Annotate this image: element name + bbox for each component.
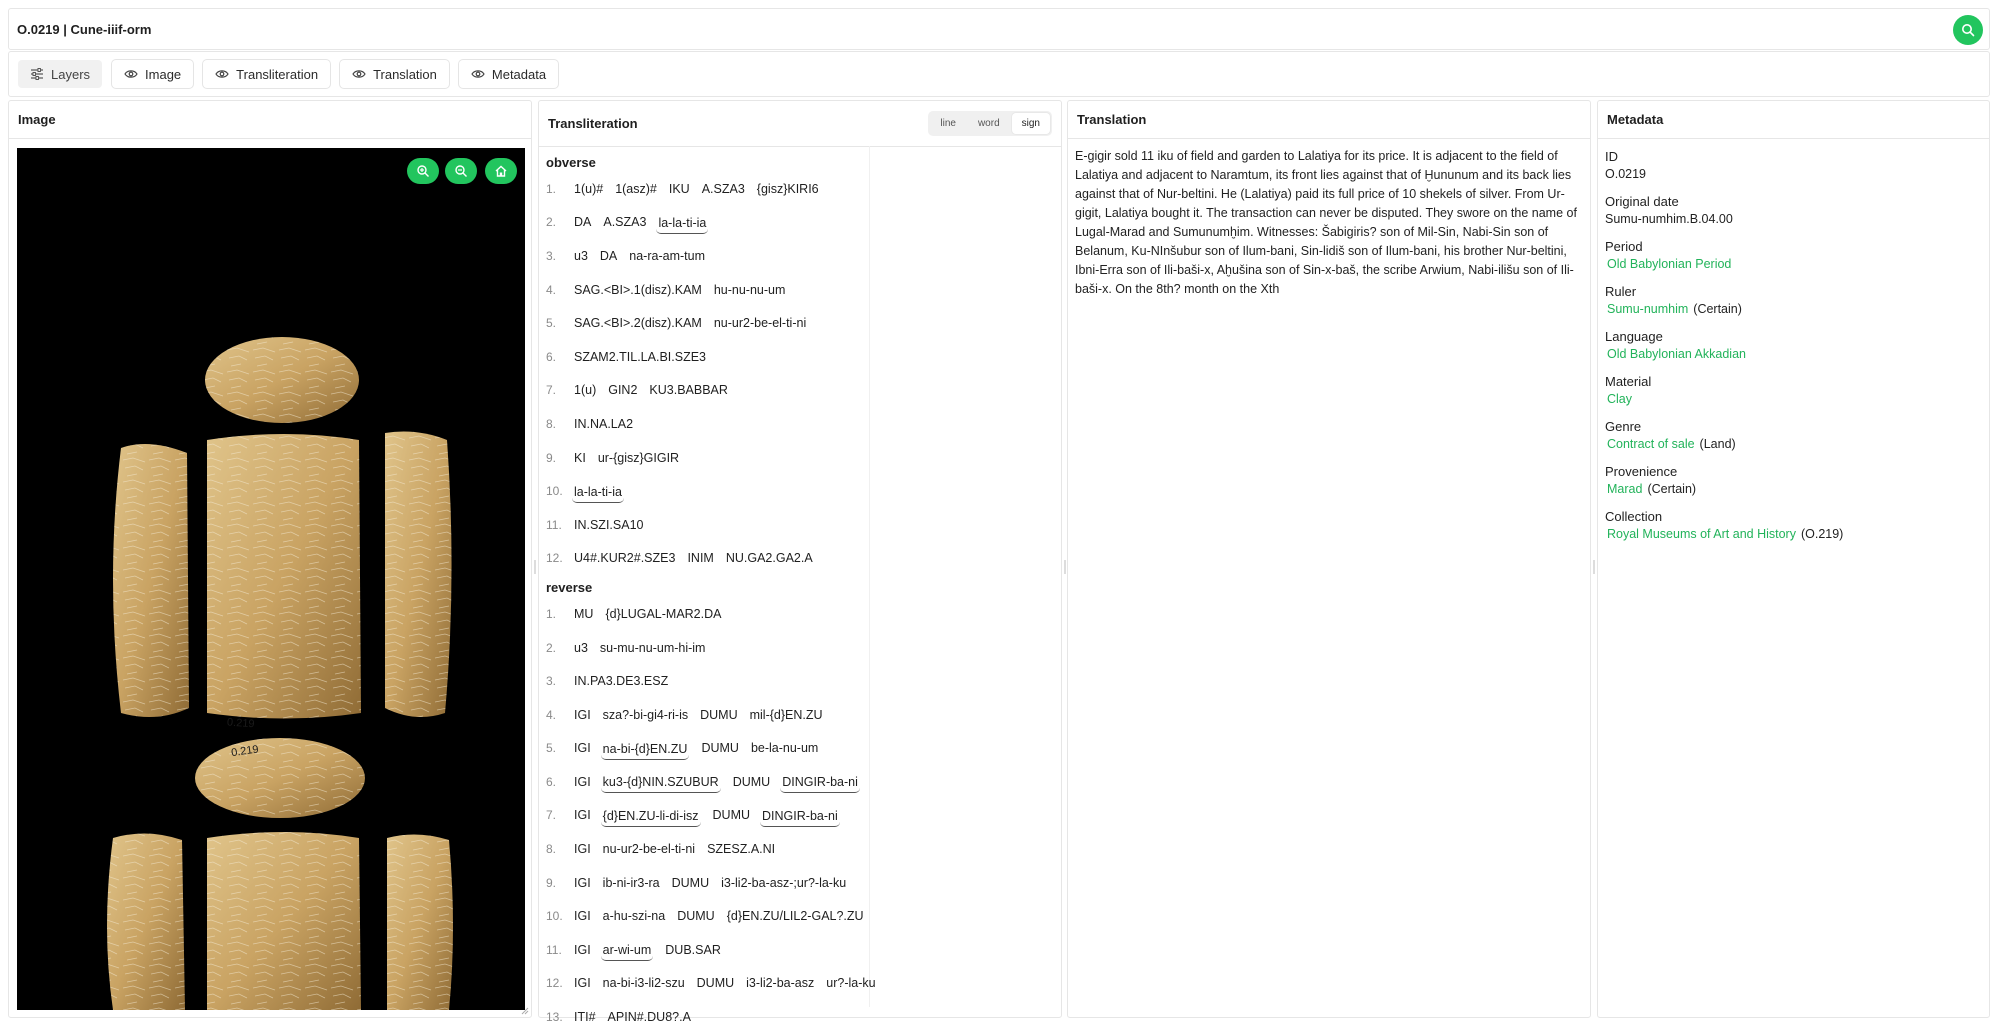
eye-icon xyxy=(215,69,229,79)
sign-token[interactable]: ku3-{d}NIN.SZUBUR xyxy=(601,775,721,793)
line-number: 13. xyxy=(546,1010,563,1025)
metadata-value-text: O.0219 xyxy=(1605,167,1647,181)
metadata-qualifier: (Certain) xyxy=(1693,302,1742,316)
transliteration-line xyxy=(546,441,1061,475)
sign-token[interactable]: 1(asz)# xyxy=(615,181,657,196)
line-number: 10. xyxy=(546,909,563,924)
mode-sign-button[interactable]: sign xyxy=(1012,113,1050,134)
metadata-link[interactable]: Clay xyxy=(1607,392,1633,406)
metadata-link[interactable]: Old Babylonian Period xyxy=(1607,257,1732,271)
zoom-out-icon xyxy=(454,164,468,178)
layers-button-label: Layers xyxy=(51,66,91,82)
metadata-link[interactable]: Royal Museums of Art and History xyxy=(1607,527,1796,541)
transliteration-line xyxy=(546,765,1061,799)
sign-token[interactable]: IGI xyxy=(574,707,591,722)
sign-token[interactable]: IGI xyxy=(574,976,591,991)
sign-token[interactable]: IGI xyxy=(574,909,591,924)
metadata-value-text: Sumu-numhim.B.04.00 xyxy=(1605,212,1733,226)
metadata-label: Language xyxy=(1605,329,1663,344)
toggle-image-button[interactable] xyxy=(112,60,193,88)
zoom-in-icon xyxy=(416,164,430,178)
transliteration-line xyxy=(546,407,1061,441)
transliteration-line xyxy=(546,239,1061,273)
transliteration-line xyxy=(546,866,1061,900)
line-number: 6. xyxy=(546,349,557,364)
sign-token[interactable]: su-mu-nu-um-hi-im xyxy=(599,640,706,655)
panel-splitter[interactable] xyxy=(1593,560,1595,574)
translation-panel xyxy=(1067,100,1591,1018)
sign-token[interactable]: i3-li2-ba-asz-;ur?-la-ku xyxy=(721,875,847,890)
sign-token[interactable]: DUMU xyxy=(671,875,710,890)
sign-token[interactable]: A.SZA3 xyxy=(701,181,745,196)
metadata-label: Period xyxy=(1605,239,1643,254)
sign-token[interactable]: DUMU xyxy=(701,741,739,756)
metadata-value xyxy=(1605,435,1982,453)
sign-token[interactable]: u3 xyxy=(574,640,588,655)
sign-token[interactable]: {d}EN.ZU/LIL2-GAL?.ZU xyxy=(726,909,864,924)
sign-token[interactable]: {d}EN.ZU-li-di-isz xyxy=(601,809,701,827)
tablet-image xyxy=(17,148,525,1010)
image-panel xyxy=(8,100,532,1018)
panel-splitter[interactable] xyxy=(534,560,536,574)
image-panel-title: Image xyxy=(9,101,531,139)
sign-token[interactable]: ur?-la-ku xyxy=(826,976,876,991)
line-number: 3. xyxy=(546,248,557,263)
transliteration-line xyxy=(546,1000,1061,1034)
sign-token[interactable]: ib-ni-ir3-ra xyxy=(602,875,660,890)
sign-token[interactable]: DINGIR-ba-ni xyxy=(760,809,840,827)
museum-number-label: 0.219 xyxy=(230,743,260,760)
sign-token[interactable]: DUMU xyxy=(677,909,715,924)
metadata-qualifier: (Land) xyxy=(1699,437,1736,451)
sign-token[interactable]: be-la-nu-um xyxy=(750,741,819,756)
app-title: O.0219 | Cune-iiif-orm xyxy=(17,21,152,37)
line-number: 5. xyxy=(546,316,557,331)
line-number: 8. xyxy=(546,842,557,857)
sign-token[interactable]: SZESZ.A.NI xyxy=(707,842,776,857)
translation-title: Translation xyxy=(1068,101,1590,139)
transliteration-line xyxy=(546,899,1061,933)
metadata-value xyxy=(1605,210,1982,228)
line-number: 10. xyxy=(546,484,563,499)
transliteration-line xyxy=(546,664,1061,698)
toggle-metadata-label: Metadata xyxy=(491,66,547,82)
eye-icon xyxy=(124,69,138,79)
line-number: 1. xyxy=(546,181,557,196)
metadata-label: Genre xyxy=(1605,419,1642,434)
metadata-label: ID xyxy=(1605,149,1618,164)
eye-icon xyxy=(471,69,485,79)
sign-token[interactable]: KU3.BABBAR xyxy=(649,383,728,398)
metadata-qualifier: (Certain) xyxy=(1647,482,1697,496)
transliteration-text xyxy=(539,148,1061,1025)
line-number: 12. xyxy=(546,976,563,991)
panel-splitter[interactable] xyxy=(1064,560,1066,574)
resize-handle-icon[interactable] xyxy=(521,1007,529,1015)
line-number: 4. xyxy=(546,707,557,722)
line-number: 12. xyxy=(546,551,563,566)
transliteration-line xyxy=(546,732,1061,766)
sign-token[interactable]: DUMU xyxy=(696,976,735,991)
sign-token[interactable]: DA xyxy=(599,248,618,263)
sign-token[interactable]: IGI xyxy=(574,875,591,890)
toggle-translation-button[interactable] xyxy=(340,60,449,88)
transliteration-line xyxy=(546,597,1061,631)
sign-token[interactable]: INIM xyxy=(687,551,714,566)
line-number: 8. xyxy=(546,416,557,431)
sign-token[interactable]: NU.GA2.GA2.A xyxy=(725,551,813,566)
sign-token[interactable]: DUMU xyxy=(732,774,771,789)
metadata-value xyxy=(1605,390,1982,408)
section-heading-reverse: reverse xyxy=(546,580,593,596)
line-number: 5. xyxy=(546,741,557,756)
metadata-qualifier: (O.219) xyxy=(1800,527,1844,541)
transliteration-line xyxy=(546,832,1061,866)
sign-token[interactable]: {gisz}KIRI6 xyxy=(756,181,819,196)
transliteration-line xyxy=(546,474,1061,508)
sign-token[interactable]: IGI xyxy=(574,842,591,857)
metadata-list xyxy=(1598,139,1989,560)
sign-token[interactable]: la-la-ti-ia xyxy=(656,216,708,234)
transliteration-line xyxy=(546,508,1061,542)
search-button[interactable] xyxy=(1953,15,1983,45)
sign-token[interactable]: MU xyxy=(574,606,594,621)
sign-token[interactable]: KI xyxy=(574,450,586,465)
sign-token[interactable]: ITI# xyxy=(574,1010,596,1025)
sign-token[interactable]: u3 xyxy=(574,248,588,263)
sign-token[interactable]: mil-{d}EN.ZU xyxy=(749,707,823,722)
sign-token[interactable]: na-bi-i3-li2-szu xyxy=(602,976,685,991)
line-number: 7. xyxy=(546,383,557,398)
sign-token[interactable]: IN.SZI.SA10 xyxy=(574,517,644,532)
app-header xyxy=(8,8,1990,50)
sign-token[interactable]: U4#.KUR2#.SZE3 xyxy=(574,551,676,566)
toggle-transliteration-label: Transliteration xyxy=(236,66,319,82)
sign-token[interactable]: {d}LUGAL-MAR2.DA xyxy=(605,606,722,621)
metadata-value xyxy=(1605,345,1982,363)
sign-token[interactable]: DA xyxy=(574,215,592,230)
transliteration-line xyxy=(546,698,1061,732)
sign-token[interactable]: 1(u) xyxy=(574,383,597,398)
line-number: 9. xyxy=(546,875,557,890)
toggle-translation-label: Translation xyxy=(373,66,437,82)
sign-token[interactable]: la-la-ti-ia xyxy=(572,485,624,503)
sign-token[interactable]: IN.NA.LA2 xyxy=(574,416,634,431)
sign-token[interactable]: DUMU xyxy=(712,808,751,823)
line-number: 9. xyxy=(546,450,557,465)
granularity-toggle xyxy=(928,111,1052,136)
toggle-transliteration-button[interactable] xyxy=(203,60,330,88)
transliteration-panel xyxy=(538,100,1062,1025)
section-heading-obverse: obverse xyxy=(546,155,596,170)
metadata-link[interactable]: Old Babylonian Akkadian xyxy=(1607,347,1746,361)
line-number: 11. xyxy=(546,517,562,532)
reset-view-button[interactable] xyxy=(485,158,517,184)
metadata-link[interactable]: Contract of sale xyxy=(1607,437,1695,451)
metadata-label: Original date xyxy=(1605,194,1679,209)
transliteration-line xyxy=(546,933,1061,967)
transliteration-line xyxy=(546,206,1061,240)
metadata-label: Collection xyxy=(1605,509,1663,524)
transliteration-title: Transliteration xyxy=(548,116,638,131)
line-number: 11. xyxy=(546,942,562,957)
home-icon xyxy=(494,164,508,178)
sign-token[interactable]: i3-li2-ba-asz xyxy=(746,976,815,991)
search-icon xyxy=(1961,23,1975,37)
sign-token[interactable]: APIN#.DU8?.A xyxy=(607,1010,691,1025)
transliteration-line xyxy=(546,542,1061,576)
toggle-image-label: Image xyxy=(145,66,182,82)
metadata-panel xyxy=(1597,100,1990,1018)
translation-body: E-gigir sold 11 iku of field and garden to Lalatiya for its price. It is adjacent to the field of Lalatiya and adjacent to Naramtum, its front lies against that of Ḫununum and its back lies against that of Nur-beltini. He (Lalatiya) paid its full price of 10 shekels of silver. From Ur-gigit, Lalatiya bought it. The transaction can never be disputed. They swore on the name of Lugal-Marad and Sumunumḫim. Witnesses: Šabigiris? son of Mil-Sin, Nabi-Sin son of Belanum, Ku-NInšubur son of Ilum-bani, Sin-lidiš son of Ilum-bani, his brother Nur-beltini, Ibni-Erra son of Ili-baši-x, Aḫušina son of Sin-x-baš, the scribe Arwium, Nabi-ilišu son of Ili-baši-x. On the 8th? month on the Xth xyxy=(1075,149,1577,296)
sign-token[interactable]: na-ra-am-tum xyxy=(629,248,705,263)
sign-token[interactable]: SAG.<BI>.2(disz).KAM xyxy=(574,316,702,331)
sign-token[interactable]: DINGIR-ba-ni xyxy=(780,775,860,793)
sign-token[interactable]: DUMU xyxy=(700,707,738,722)
toggle-metadata-button[interactable] xyxy=(459,60,558,88)
line-number: 2. xyxy=(546,215,557,230)
transliteration-line xyxy=(546,172,1061,206)
metadata-link[interactable]: Marad xyxy=(1607,482,1643,496)
mode-word-button[interactable]: word xyxy=(977,118,1000,129)
museum-number-label: 0.219 xyxy=(226,716,255,731)
metadata-value xyxy=(1605,255,1982,273)
sign-token[interactable]: na-bi-{d}EN.ZU xyxy=(601,742,690,760)
line-number: 1. xyxy=(546,606,557,621)
transliteration-line xyxy=(546,799,1061,833)
layers-button[interactable] xyxy=(18,60,102,88)
metadata-label: Material xyxy=(1605,374,1652,389)
transliteration-line xyxy=(546,631,1061,665)
mode-line-button[interactable]: line xyxy=(940,118,956,129)
sign-token[interactable]: IGI xyxy=(574,942,591,957)
sign-token[interactable]: IGI xyxy=(574,774,591,789)
metadata-link[interactable]: Sumu-numhim xyxy=(1607,302,1689,316)
sliders-icon xyxy=(30,68,44,80)
zoom-in-button[interactable] xyxy=(407,158,439,184)
transliteration-line xyxy=(546,967,1061,1001)
transliteration-line xyxy=(546,340,1061,374)
sign-token[interactable]: IKU xyxy=(668,181,690,196)
line-number: 3. xyxy=(546,674,557,689)
sign-token[interactable]: DUB.SAR xyxy=(665,942,721,957)
metadata-value xyxy=(1605,480,1982,498)
image-viewer[interactable] xyxy=(17,148,525,1010)
sign-token[interactable]: IN.PA3.DE3.ESZ xyxy=(574,674,669,689)
transliteration-line xyxy=(546,306,1061,340)
transliteration-line xyxy=(546,374,1061,408)
metadata-label: Provenience xyxy=(1605,464,1678,479)
line-number: 7. xyxy=(546,808,557,823)
sign-token[interactable]: hu-nu-nu-um xyxy=(713,282,786,297)
metadata-value xyxy=(1605,525,1982,543)
sign-token[interactable]: a-hu-szi-na xyxy=(602,909,666,924)
sign-token[interactable]: nu-ur2-be-el-ti-ni xyxy=(713,316,807,331)
sign-token[interactable]: ur-{gisz}GIGIR xyxy=(597,450,680,465)
sign-token[interactable]: 1(u)# xyxy=(574,181,604,196)
sign-token[interactable]: sza?-bi-gi4-ri-is xyxy=(602,707,689,722)
eye-icon xyxy=(352,69,366,79)
transliteration-line xyxy=(546,273,1061,307)
sign-token[interactable]: GIN2 xyxy=(608,383,638,398)
line-number: 4. xyxy=(546,282,557,297)
sign-token[interactable]: SZAM2.TIL.LA.BI.SZE3 xyxy=(574,349,706,364)
sign-token[interactable]: nu-ur2-be-el-ti-ni xyxy=(602,842,696,857)
zoom-out-button[interactable] xyxy=(445,158,477,184)
sign-token[interactable]: IGI xyxy=(574,808,591,823)
sign-token[interactable]: SAG.<BI>.1(disz).KAM xyxy=(574,282,702,297)
sign-token[interactable]: ar-wi-um xyxy=(601,943,654,961)
line-number: 6. xyxy=(546,774,557,789)
line-number: 2. xyxy=(546,640,557,655)
sign-token[interactable]: A.SZA3 xyxy=(603,215,647,230)
metadata-value xyxy=(1605,165,1982,183)
metadata-title: Metadata xyxy=(1598,101,1989,139)
layer-toolbar xyxy=(8,51,1990,97)
metadata-label: Ruler xyxy=(1605,284,1637,299)
sign-token[interactable]: IGI xyxy=(574,741,591,756)
metadata-value xyxy=(1605,300,1982,318)
